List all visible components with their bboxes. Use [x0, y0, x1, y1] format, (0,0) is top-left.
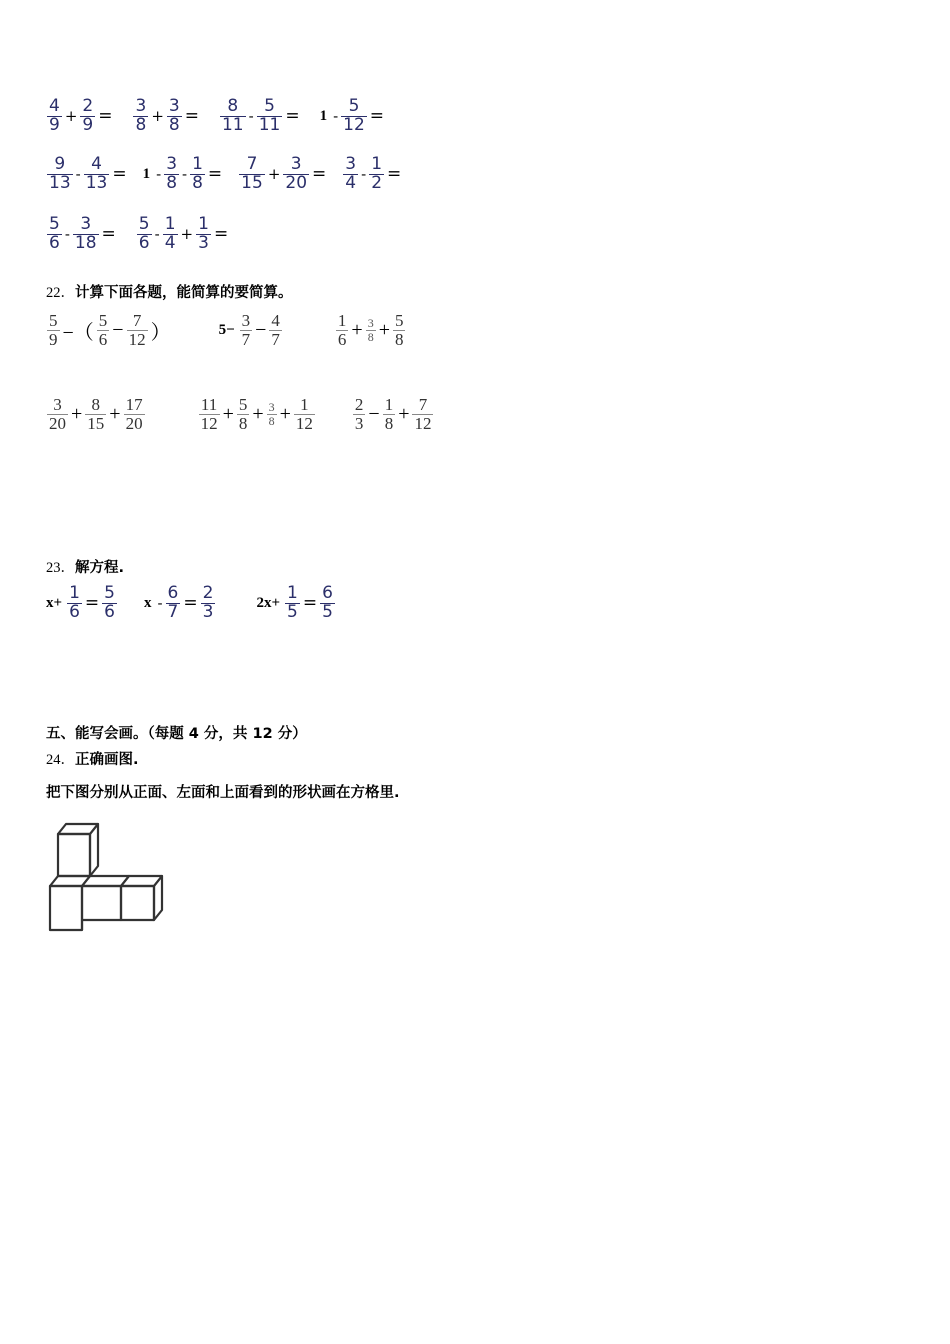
fraction — [47, 156, 73, 193]
fraction — [285, 585, 300, 622]
fraction — [166, 585, 181, 622]
fraction-numerator: 11 — [200, 395, 218, 414]
fraction-denominator: 8 — [268, 413, 275, 428]
fraction-numerator: 8 — [227, 96, 239, 116]
fraction — [47, 98, 62, 135]
fraction-denominator: 15 — [241, 172, 263, 193]
fraction — [199, 396, 220, 433]
fraction — [341, 98, 367, 135]
fraction-numerator: 4 — [271, 311, 280, 330]
fraction-denominator: 3 — [354, 413, 364, 433]
fraction — [73, 216, 99, 253]
fraction-numerator: 4 — [91, 154, 102, 174]
exercise-row-1 — [46, 98, 386, 135]
operator: + — [252, 402, 264, 425]
term: 1 — [142, 165, 151, 182]
operator: + — [222, 402, 234, 425]
fraction — [127, 312, 148, 349]
fraction-numerator: 5 — [394, 311, 404, 330]
fraction-numerator: 6 — [322, 583, 333, 603]
term: 5− — [218, 321, 235, 338]
fraction-denominator: 6 — [337, 329, 347, 349]
fraction-numerator: 5 — [348, 96, 360, 116]
fraction — [257, 98, 283, 135]
section-5-heading — [46, 722, 307, 743]
fraction — [201, 585, 216, 622]
fraction-denominator: 11 — [258, 114, 281, 135]
fraction-denominator: 13 — [85, 172, 108, 193]
operator: = — [369, 106, 385, 127]
fraction-denominator: 6 — [49, 232, 60, 253]
term: x — [143, 594, 152, 611]
fraction-denominator: 13 — [49, 172, 71, 193]
operator: = — [302, 593, 318, 614]
term: 2x+ — [256, 594, 281, 611]
fraction — [47, 396, 68, 433]
question-text: 计算下面各题，能简算的要简算。 — [75, 285, 293, 301]
operator: = — [112, 164, 127, 185]
fraction-denominator: 8 — [166, 172, 178, 193]
fraction — [336, 312, 349, 349]
operator: - — [64, 225, 70, 244]
fraction-denominator: 4 — [164, 232, 176, 253]
fraction — [412, 396, 433, 433]
fraction-numerator: 5 — [98, 311, 108, 330]
operator: + — [351, 318, 363, 341]
fraction-numerator: 1 — [69, 583, 80, 603]
fraction — [163, 216, 178, 253]
fraction-denominator: 8 — [367, 329, 374, 344]
fraction-denominator: 8 — [135, 114, 147, 135]
fraction — [84, 156, 110, 193]
fraction-numerator: 17 — [125, 395, 143, 414]
fraction-numerator: 1 — [287, 583, 298, 603]
fraction — [102, 585, 117, 622]
operator: ） — [150, 321, 171, 344]
fraction-numerator: 3 — [135, 96, 147, 116]
operator: = — [101, 224, 116, 245]
operator: + — [71, 402, 83, 425]
fraction-numerator: 2 — [202, 583, 214, 603]
operator: - — [75, 165, 81, 184]
fraction-numerator: 2 — [354, 395, 364, 414]
fraction-denominator: 8 — [168, 114, 180, 135]
fraction-numerator: 2 — [82, 96, 94, 116]
fraction-denominator: 7 — [167, 601, 179, 622]
instruction-text — [46, 781, 400, 802]
fraction — [383, 396, 396, 433]
fraction-numerator: 3 — [53, 395, 62, 414]
operator: − — [112, 318, 124, 341]
operator: = — [184, 106, 199, 127]
instruction-text-content: 把下图分别从正面、左面和上面看到的形状画在方格里. — [46, 785, 400, 801]
calc-row-1 — [46, 312, 406, 349]
fraction — [137, 216, 152, 253]
fraction-numerator: 5 — [264, 96, 275, 116]
question-24-heading — [46, 748, 139, 769]
fraction — [267, 401, 277, 427]
fraction-denominator: 12 — [128, 329, 146, 349]
exercise-row-3 — [46, 216, 230, 253]
operator: = — [285, 106, 300, 127]
fraction — [320, 585, 335, 622]
fraction-denominator: 8 — [384, 413, 394, 433]
fraction-denominator: 6 — [98, 329, 108, 349]
fraction-numerator: 5 — [49, 214, 60, 234]
fraction-denominator: 4 — [345, 172, 357, 193]
operator: + — [64, 107, 78, 126]
fraction-numerator: 1 — [371, 154, 383, 174]
cube-bottom-left-front — [50, 886, 82, 930]
operator: + — [267, 165, 281, 184]
cube-top-front — [58, 834, 90, 876]
fraction — [190, 156, 205, 193]
fraction-denominator: 6 — [69, 601, 80, 622]
fraction — [220, 98, 246, 135]
fraction-denominator: 20 — [49, 413, 66, 433]
operator: −（ — [62, 321, 94, 344]
fraction-denominator: 9 — [49, 329, 58, 349]
question-23-heading — [46, 556, 124, 577]
fraction — [393, 312, 406, 349]
fraction-numerator: 3 — [241, 311, 251, 330]
fraction-numerator: 1 — [192, 154, 203, 174]
fraction-denominator: 8 — [192, 172, 203, 193]
operator: - — [157, 594, 163, 613]
fraction — [47, 216, 62, 253]
fraction — [80, 98, 95, 135]
question-number: 24． — [46, 752, 75, 768]
cube-top-side — [90, 824, 98, 876]
exercise-row-2 — [46, 156, 403, 193]
fraction-denominator: 5 — [287, 601, 298, 622]
section-text: 五、能写会画。（每题 4 分，共 12 分） — [46, 726, 307, 742]
cube-right-side — [154, 876, 162, 920]
fraction-numerator: 1 — [164, 214, 176, 234]
fraction — [167, 98, 182, 135]
operator: + — [109, 402, 121, 425]
operator: = — [213, 224, 229, 245]
fraction-denominator: 9 — [49, 114, 60, 135]
operator: - — [154, 225, 160, 244]
fraction-denominator: 6 — [138, 232, 150, 253]
fraction-numerator: 7 — [246, 154, 258, 174]
operator: + — [279, 402, 291, 425]
fraction-numerator: 3 — [168, 96, 180, 116]
operator: = — [312, 164, 327, 185]
fraction — [369, 156, 384, 193]
fraction — [85, 396, 106, 433]
fraction-numerator: 7 — [132, 311, 142, 330]
operator: = — [207, 164, 223, 185]
fraction — [269, 312, 282, 349]
fraction-denominator: 6 — [104, 601, 115, 622]
operator: + — [180, 225, 194, 244]
operator: = — [183, 593, 198, 614]
fraction-numerator: 5 — [138, 214, 150, 234]
fraction — [67, 585, 82, 622]
question-text: 正确画图. — [75, 752, 139, 768]
cube-right-front — [121, 886, 154, 920]
fraction — [196, 216, 211, 253]
fraction-numerator: 3 — [166, 154, 178, 174]
operator: + — [378, 318, 390, 341]
question-text: 解方程. — [75, 560, 125, 576]
fraction-numerator: 1 — [198, 214, 209, 234]
question-22-heading — [46, 281, 293, 302]
fraction-denominator: 20 — [125, 413, 143, 433]
fraction-numerator: 6 — [167, 583, 179, 603]
fraction-denominator: 12 — [343, 114, 365, 135]
operator: = — [387, 164, 402, 185]
operator: + — [151, 107, 164, 126]
fraction-numerator: 3 — [290, 154, 302, 174]
fraction — [164, 156, 179, 193]
fraction-denominator: 8 — [238, 413, 248, 433]
fraction-denominator: 12 — [295, 413, 313, 433]
fraction-numerator: 7 — [418, 395, 428, 414]
operator: - — [182, 165, 188, 184]
operator: = — [84, 593, 100, 614]
fraction — [239, 156, 265, 193]
equation-row — [46, 585, 336, 622]
operator: - — [333, 107, 339, 126]
fraction-denominator: 11 — [221, 114, 244, 135]
fraction-numerator: 8 — [91, 395, 101, 414]
term: x+ — [46, 594, 63, 611]
fraction — [343, 156, 358, 193]
fraction-numerator: 5 — [104, 583, 115, 603]
calc-row-2 — [46, 396, 434, 433]
fraction-denominator: 9 — [82, 114, 94, 135]
operator: - — [361, 165, 367, 184]
fraction-denominator: 12 — [200, 413, 218, 433]
fraction-numerator: 3 — [345, 154, 357, 174]
fraction-numerator: 1 — [300, 395, 309, 414]
fraction-numerator: 5 — [238, 395, 248, 414]
fraction — [47, 312, 60, 349]
operator: - — [156, 165, 162, 184]
fraction-numerator: 3 — [80, 214, 92, 234]
fraction-denominator: 12 — [414, 413, 432, 433]
fraction-denominator: 7 — [241, 329, 251, 349]
fraction — [283, 156, 309, 193]
fraction-numerator: 1 — [337, 311, 347, 330]
fraction — [240, 312, 253, 349]
fraction-denominator: 20 — [285, 172, 308, 193]
fraction-denominator: 3 — [198, 232, 209, 253]
fraction — [294, 396, 315, 433]
fraction-numerator: 3 — [268, 400, 275, 415]
fraction-numerator: 3 — [367, 316, 374, 331]
fraction-denominator: 5 — [322, 601, 333, 622]
fraction-denominator: 15 — [87, 413, 105, 433]
cube-middle-front — [82, 886, 121, 920]
fraction-denominator: 18 — [74, 232, 97, 253]
fraction — [124, 396, 145, 433]
operator: + — [398, 402, 410, 425]
fraction-numerator: 9 — [54, 154, 66, 174]
fraction-numerator: 1 — [384, 395, 394, 414]
question-number: 22． — [46, 285, 75, 301]
fraction-denominator: 7 — [271, 329, 280, 349]
fraction-denominator: 2 — [371, 172, 383, 193]
fraction-denominator: 8 — [394, 329, 404, 349]
cube-figure — [44, 820, 168, 936]
fraction — [366, 317, 376, 343]
fraction-numerator: 4 — [49, 96, 60, 116]
question-number: 23． — [46, 560, 75, 576]
fraction-denominator: 3 — [202, 601, 214, 622]
fraction — [97, 312, 110, 349]
fraction — [353, 396, 366, 433]
fraction-numerator: 5 — [49, 311, 58, 330]
fraction — [237, 396, 250, 433]
operator: − — [255, 318, 267, 341]
fraction — [133, 98, 148, 135]
term: 1 — [319, 107, 328, 124]
operator: = — [98, 106, 113, 127]
operator: − — [368, 402, 380, 425]
operator: - — [248, 107, 254, 126]
